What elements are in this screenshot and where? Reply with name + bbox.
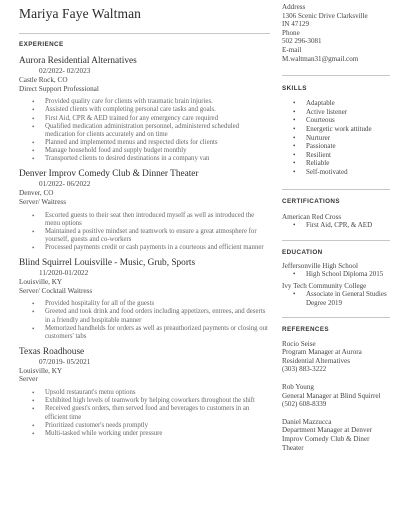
skill-item: • Passionate <box>293 142 390 151</box>
skill-item: • Energetic work attitude <box>293 125 390 134</box>
job-duty: • Processed payments credit or cash payments in a courteous and efficient manner <box>32 244 270 252</box>
job-duty: • Escorted guests to their seat then introduced myself as well as introduced the menu options <box>32 212 270 228</box>
address-label: Address <box>282 3 306 11</box>
job-role: Server/ Cocktail Waitress <box>19 286 93 295</box>
divider <box>19 33 270 34</box>
experience-heading: EXPERIENCE <box>19 41 64 48</box>
reference-name: Rob Young <box>282 383 314 392</box>
phone-number: 502 296-3081 <box>282 37 322 46</box>
job-entry <box>19 258 270 341</box>
job-dates: 02/2022- 02/2023 <box>39 67 91 75</box>
reference-name: Daniel Mazzucca <box>282 417 332 426</box>
reference-entry <box>282 383 390 409</box>
job-duty: • Assisted clients with completing personal care tasks and goals. <box>32 106 270 114</box>
job-employer: Aurora Residential Alternatives <box>19 56 137 66</box>
job-duty: • Maintained a positive mindset and teamwork to ensure a great atmosphere for yourself, guests and co-workers <box>32 228 270 244</box>
job-duty: • Multi-tasked while working under pressure <box>32 430 270 438</box>
job-location: Louisville, KY <box>19 277 63 286</box>
reference-name: Rocio Seise <box>282 339 316 348</box>
degree-item: • Associate in General Studies Degree 2019 <box>293 290 390 307</box>
job-duty: • Exhibited high levels of teamwork by helping coworkers throughout the shift <box>32 397 270 405</box>
certification-issuer: American Red Cross <box>282 212 342 221</box>
reference-entry <box>282 418 390 452</box>
job-location: Castle Rock, CO <box>19 75 68 84</box>
job-duties <box>19 389 270 438</box>
certifications-list <box>282 221 390 230</box>
skill-item: • Active listener <box>293 108 390 117</box>
skill-item: • Nurturer <box>293 134 390 143</box>
reference-phone: (303) 883-3222 <box>282 365 327 374</box>
job-duty: • Transported clients to desired destinations in a company van <box>32 155 270 163</box>
sidebar-column <box>282 0 390 452</box>
job-location: Louisville, KY <box>19 366 63 375</box>
job-entry <box>19 347 270 438</box>
certifications-heading: CERTIFICATIONS <box>282 197 340 205</box>
divider <box>282 189 390 190</box>
divider <box>282 75 390 76</box>
candidate-name: Mariya Faye Waltman <box>19 6 142 21</box>
job-role: Server <box>19 375 38 384</box>
job-duty: • Planned and implemented menus and respected diets for clients <box>32 139 270 147</box>
divider <box>282 240 390 241</box>
degree-item: • High School Diploma 2015 <box>293 270 390 279</box>
job-employer: Denver Improv Comedy Club & Dinner Theater <box>19 169 199 180</box>
skill-item: • Courteous <box>293 116 390 125</box>
job-duty: • Provided hospitality for all of the guests <box>32 300 270 308</box>
skills-list <box>282 99 390 176</box>
job-role: Direct Support Professional <box>19 84 99 93</box>
main-column <box>19 6 270 438</box>
job-duty: • Upsold restaurant's menu options <box>32 389 270 397</box>
job-dates: 11/2020-01/2022 <box>39 269 89 277</box>
reference-entry <box>282 340 390 374</box>
reference-position: General Manager at Blind Squirrel <box>282 391 381 400</box>
job-duties <box>19 98 270 163</box>
job-dates: 01/2022- 06/2022 <box>39 180 91 189</box>
phone-label: Phone <box>282 28 300 37</box>
school-name: Ivy Tech Community College <box>282 281 367 290</box>
skill-item: • Resilient <box>293 151 390 160</box>
reference-position: Program Manager at Aurora Residential Alternatives <box>282 348 362 365</box>
job-duty: • Provided quality care for clients with traumatic brain injuries. <box>32 98 270 106</box>
job-employer: Texas Roadhouse <box>19 346 85 357</box>
references-heading: REFERENCES <box>282 325 330 333</box>
reference-position: Department Manager at Denver Improv Comedy Club & Diner Theater <box>282 426 373 452</box>
address-line: 1306 Scenic Drive Clarksville <box>282 11 368 20</box>
contact-block <box>282 3 390 63</box>
job-employer: Blind Squirrel Louisville - Music, Grub, Sports <box>19 258 196 268</box>
reference-phone: (502) 608-8339 <box>282 400 327 409</box>
job-duty: • Memorized handhelds for orders as well as preauthorized payments or closing out customers' tabs <box>32 325 270 341</box>
skill-item: • Adaptable <box>293 99 390 108</box>
job-duties <box>19 300 270 340</box>
email-address: M.waltman31@gmail.com <box>282 54 359 63</box>
job-duty: • Prioritized customer's needs promptly <box>32 422 270 430</box>
address-line: IN 47129 <box>282 20 309 29</box>
job-entry <box>19 169 270 252</box>
job-duty: • Manage household food and supply budget monthly <box>32 147 270 155</box>
certification-item: • First Aid, CPR, & AED <box>293 221 390 230</box>
degree-list <box>282 270 390 279</box>
skill-item: • Self-motivated <box>293 168 390 177</box>
divider <box>282 317 390 318</box>
job-duty: • First Aid, CPR & AED trained for any emergency care required <box>32 115 270 123</box>
job-entry <box>19 56 270 163</box>
job-location: Denver, CO <box>19 188 54 197</box>
skills-heading: SKILLS <box>282 85 307 93</box>
experience-list <box>19 56 270 438</box>
job-duty: • Received guest's orders, then served food and beverages to customers in an efficient time <box>32 405 270 421</box>
job-duty: • Qualified medication administration personnel, administered scheduled medication for clients accurately and on time <box>32 123 270 139</box>
job-duties <box>19 212 270 252</box>
email-label: E-mail <box>282 45 302 54</box>
school-name: Jeffersonville High School <box>282 261 358 270</box>
education-heading: EDUCATION <box>282 248 323 256</box>
job-role: Server/ Waitress <box>19 197 66 206</box>
job-duty: • Greeted and took drink and food orders including appetizers, entrees, and deserts in a friendly and hospitable manner <box>32 308 270 324</box>
job-dates: 07/2019- 05/2021 <box>39 357 91 366</box>
degree-list <box>282 290 390 307</box>
skill-item: • Reliable <box>293 159 390 168</box>
